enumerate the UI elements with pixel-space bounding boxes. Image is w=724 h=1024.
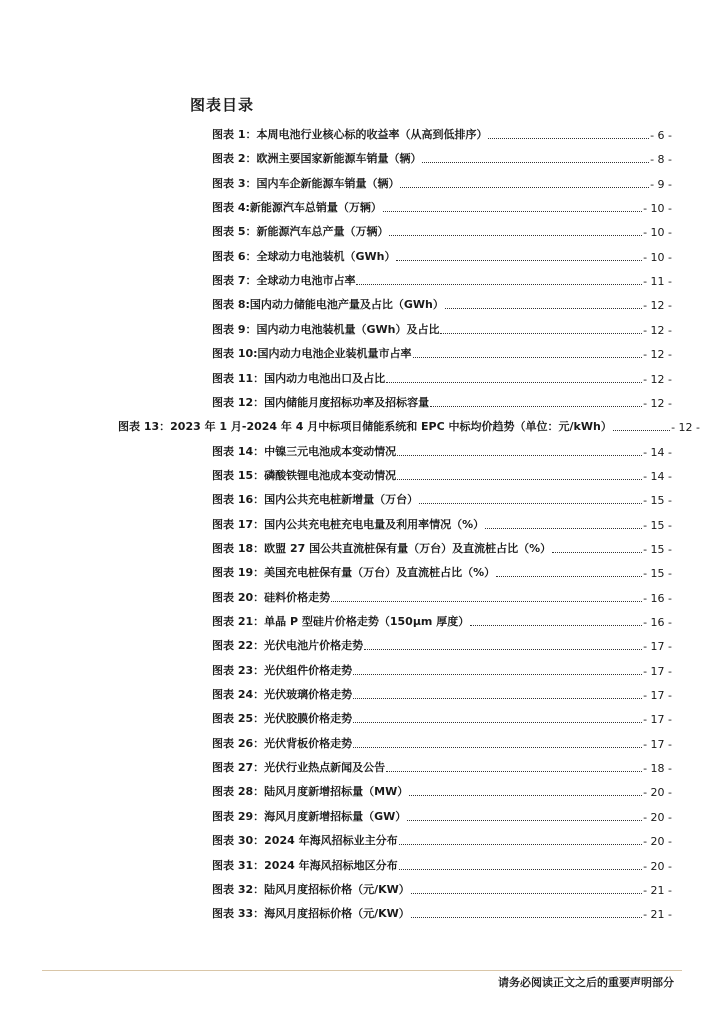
toc-entry-label: 图表 10:国内动力电池企业装机量市占率 — [212, 347, 412, 360]
toc-leader-dots — [353, 710, 642, 723]
toc-entry-page: - 16 - — [643, 592, 672, 605]
toc-leader-dots — [485, 516, 642, 529]
toc-entry[interactable] — [212, 857, 672, 873]
toc-leader-dots — [353, 662, 642, 675]
toc-entry-label: 图表 18：欧盟 27 国公共直流桩保有量（万台）及直流桩占比（%） — [212, 542, 552, 555]
toc-entry[interactable] — [212, 296, 672, 312]
toc-entry[interactable] — [212, 637, 672, 653]
toc-entry[interactable] — [212, 589, 672, 605]
toc-entry-page: - 17 - — [643, 689, 672, 702]
toc-entry-page: - 17 - — [643, 713, 672, 726]
toc-entry[interactable] — [212, 735, 672, 751]
toc-entry-label: 图表 5：新能源汽车总产量（万辆） — [212, 225, 389, 238]
toc-leader-dots — [364, 637, 642, 650]
toc-entry[interactable] — [212, 564, 672, 580]
toc-entry-label: 图表 20：硅料价格走势 — [212, 591, 331, 604]
toc-entry-label: 图表 15：磷酸铁锂电池成本变动情况 — [212, 469, 397, 482]
toc-entry[interactable] — [212, 905, 672, 921]
toc-entry[interactable] — [212, 467, 672, 483]
toc-entry[interactable] — [212, 783, 672, 799]
toc-entry-page: - 8 - — [650, 153, 672, 166]
toc-entry-label: 图表 11：国内动力电池出口及占比 — [212, 372, 386, 385]
toc-entry[interactable] — [212, 540, 672, 556]
toc-entry-page: - 15 - — [643, 543, 672, 556]
toc-leader-dots — [383, 199, 642, 212]
toc-entry[interactable] — [212, 443, 672, 459]
footer-disclaimer: 请务必阅读正文之后的重要声明部分 — [498, 976, 674, 989]
toc-entry-page: - 16 - — [643, 616, 672, 629]
toc-entry-page: - 10 - — [643, 226, 672, 239]
toc-entry-page: - 17 - — [643, 640, 672, 653]
toc-leader-dots — [613, 418, 670, 431]
toc-entry-label: 图表 17：国内公共充电桩充电电量及利用率情况（%） — [212, 518, 485, 531]
toc-entry-label: 图表 19：美国充电桩保有量（万台）及直流桩占比（%） — [212, 566, 496, 579]
toc-entry-label: 图表 1：本周电池行业核心标的收益率（从高到低排序） — [212, 128, 488, 141]
toc-entry-label: 图表 4:新能源汽车总销量（万辆） — [212, 201, 382, 214]
toc-entry-page: - 10 - — [643, 202, 672, 215]
toc-entry-label: 图表 22：光伏电池片价格走势 — [212, 639, 364, 652]
toc-entry-page: - 12 - — [643, 299, 672, 312]
toc-entry-label: 图表 9：国内动力电池装机量（GWh）及占比 — [212, 323, 440, 336]
toc-entry-label: 图表 26：光伏背板价格走势 — [212, 737, 353, 750]
toc-entry-page: - 6 - — [650, 129, 672, 142]
toc-leader-dots — [396, 248, 642, 261]
toc-entry-page: - 18 - — [643, 762, 672, 775]
toc-leader-dots — [552, 540, 642, 553]
toc-entry[interactable] — [212, 199, 672, 215]
toc-entry-label: 图表 6：全球动力电池装机（GWh） — [212, 250, 396, 263]
toc-entry-page: - 12 - — [643, 348, 672, 361]
toc-entry[interactable] — [212, 272, 672, 288]
toc-entry-label: 图表 12：国内储能月度招标功率及招标容量 — [212, 396, 430, 409]
toc-leader-dots — [496, 564, 642, 577]
toc-entry-page: - 17 - — [643, 665, 672, 678]
toc-leader-dots — [389, 223, 642, 236]
toc-entry-label: 图表 16：国内公共充电桩新增量（万台） — [212, 493, 419, 506]
toc-leader-dots — [411, 881, 642, 894]
toc-leader-dots — [397, 467, 642, 480]
footer-divider — [42, 970, 682, 971]
toc-entry-label: 图表 21：单晶 P 型硅片价格走势（150μm 厚度） — [212, 615, 470, 628]
toc-entry-label: 图表 14：中镍三元电池成本变动情况 — [212, 445, 397, 458]
toc-entry[interactable] — [212, 832, 672, 848]
toc-leader-dots — [356, 272, 642, 285]
toc-leader-dots — [409, 783, 642, 796]
toc-leader-dots — [440, 321, 642, 334]
toc-entry[interactable] — [212, 175, 672, 191]
toc-leader-dots — [413, 345, 643, 358]
toc-leader-dots — [430, 394, 642, 407]
toc-title: 图表目录 — [190, 96, 255, 114]
toc-entry-page: - 20 - — [643, 835, 672, 848]
toc-entry-page: - 20 - — [643, 786, 672, 799]
toc-entry-page: - 12 - — [671, 421, 700, 434]
toc-entry-page: - 12 - — [643, 373, 672, 386]
toc-entry-label: 图表 29：海风月度新增招标量（GW） — [212, 810, 407, 823]
toc-entry[interactable] — [212, 710, 672, 726]
toc-entry[interactable] — [212, 662, 672, 678]
toc-entry[interactable] — [212, 345, 672, 361]
toc-entry[interactable] — [118, 418, 700, 434]
toc-entry[interactable] — [212, 686, 672, 702]
toc-leader-dots — [411, 905, 642, 918]
toc-entry-label: 图表 7：全球动力电池市占率 — [212, 274, 356, 287]
toc-entry[interactable] — [212, 370, 672, 386]
toc-entry[interactable] — [212, 491, 672, 507]
toc-entry[interactable] — [212, 881, 672, 897]
toc-entry[interactable] — [212, 394, 672, 410]
toc-entry-page: - 15 - — [643, 519, 672, 532]
toc-entry-label: 图表 24：光伏玻璃价格走势 — [212, 688, 353, 701]
toc-entry-page: - 12 - — [643, 324, 672, 337]
toc-entry[interactable] — [212, 759, 672, 775]
toc-leader-dots — [400, 175, 649, 188]
toc-entry-label: 图表 25：光伏胶膜价格走势 — [212, 712, 353, 725]
toc-entry-label: 图表 28：陆风月度新增招标量（MW） — [212, 785, 409, 798]
toc-entry[interactable] — [212, 150, 672, 166]
toc-entry-page: - 21 - — [643, 908, 672, 921]
toc-leader-dots — [353, 735, 642, 748]
toc-entry-page: - 21 - — [643, 884, 672, 897]
toc-entry[interactable] — [212, 808, 672, 824]
toc-entry-label: 图表 13：2023 年 1 月-2024 年 4 月中标项目储能系统和 EPC 中标均价趋势（单位：元/kWh） — [118, 420, 612, 433]
toc-entry-page: - 20 - — [643, 860, 672, 873]
toc-entry-page: - 15 - — [643, 494, 672, 507]
toc-entry[interactable] — [212, 321, 672, 337]
toc-leader-dots — [397, 443, 642, 456]
toc-entry-page: - 11 - — [643, 275, 672, 288]
toc-entry-label: 图表 31：2024 年海风招标地区分布 — [212, 859, 398, 872]
toc-entry[interactable] — [212, 516, 672, 532]
toc-leader-dots — [470, 613, 642, 626]
toc-entry-label: 图表 30：2024 年海风招标业主分布 — [212, 834, 398, 847]
toc-entry[interactable] — [212, 248, 672, 264]
toc-entry-label: 图表 2：欧洲主要国家新能源车销量（辆） — [212, 152, 422, 165]
toc-entry-page: - 14 - — [643, 470, 672, 483]
toc-entry-page: - 12 - — [643, 397, 672, 410]
toc-leader-dots — [399, 857, 642, 870]
toc-leader-dots — [386, 370, 642, 383]
toc-entry-page: - 20 - — [643, 811, 672, 824]
toc-leader-dots — [488, 126, 649, 139]
toc-entry-page: - 14 - — [643, 446, 672, 459]
toc-entry-label: 图表 32：陆风月度招标价格（元/KW） — [212, 883, 410, 896]
toc-leader-dots — [331, 589, 642, 602]
toc-leader-dots — [419, 491, 642, 504]
toc-entry[interactable] — [212, 223, 672, 239]
toc-leader-dots — [422, 150, 649, 163]
toc-entry[interactable] — [212, 126, 672, 142]
toc-leader-dots — [445, 296, 642, 309]
toc-entry-label: 图表 23：光伏组件价格走势 — [212, 664, 353, 677]
toc-entry-page: - 10 - — [643, 251, 672, 264]
toc-entry-label: 图表 8:国内动力储能电池产量及占比（GWh） — [212, 298, 444, 311]
toc-entry-label: 图表 27：光伏行业热点新闻及公告 — [212, 761, 386, 774]
toc-entry[interactable] — [212, 613, 672, 629]
toc-entry-page: - 9 - — [650, 178, 672, 191]
toc-leader-dots — [353, 686, 642, 699]
toc-entry-label: 图表 3：国内车企新能源车销量（辆） — [212, 177, 400, 190]
toc-leader-dots — [407, 808, 642, 821]
toc-leader-dots — [386, 759, 642, 772]
toc-leader-dots — [399, 832, 642, 845]
toc-entry-label: 图表 33：海风月度招标价格（元/KW） — [212, 907, 410, 920]
toc-entry-page: - 15 - — [643, 567, 672, 580]
toc-entry-page: - 17 - — [643, 738, 672, 751]
